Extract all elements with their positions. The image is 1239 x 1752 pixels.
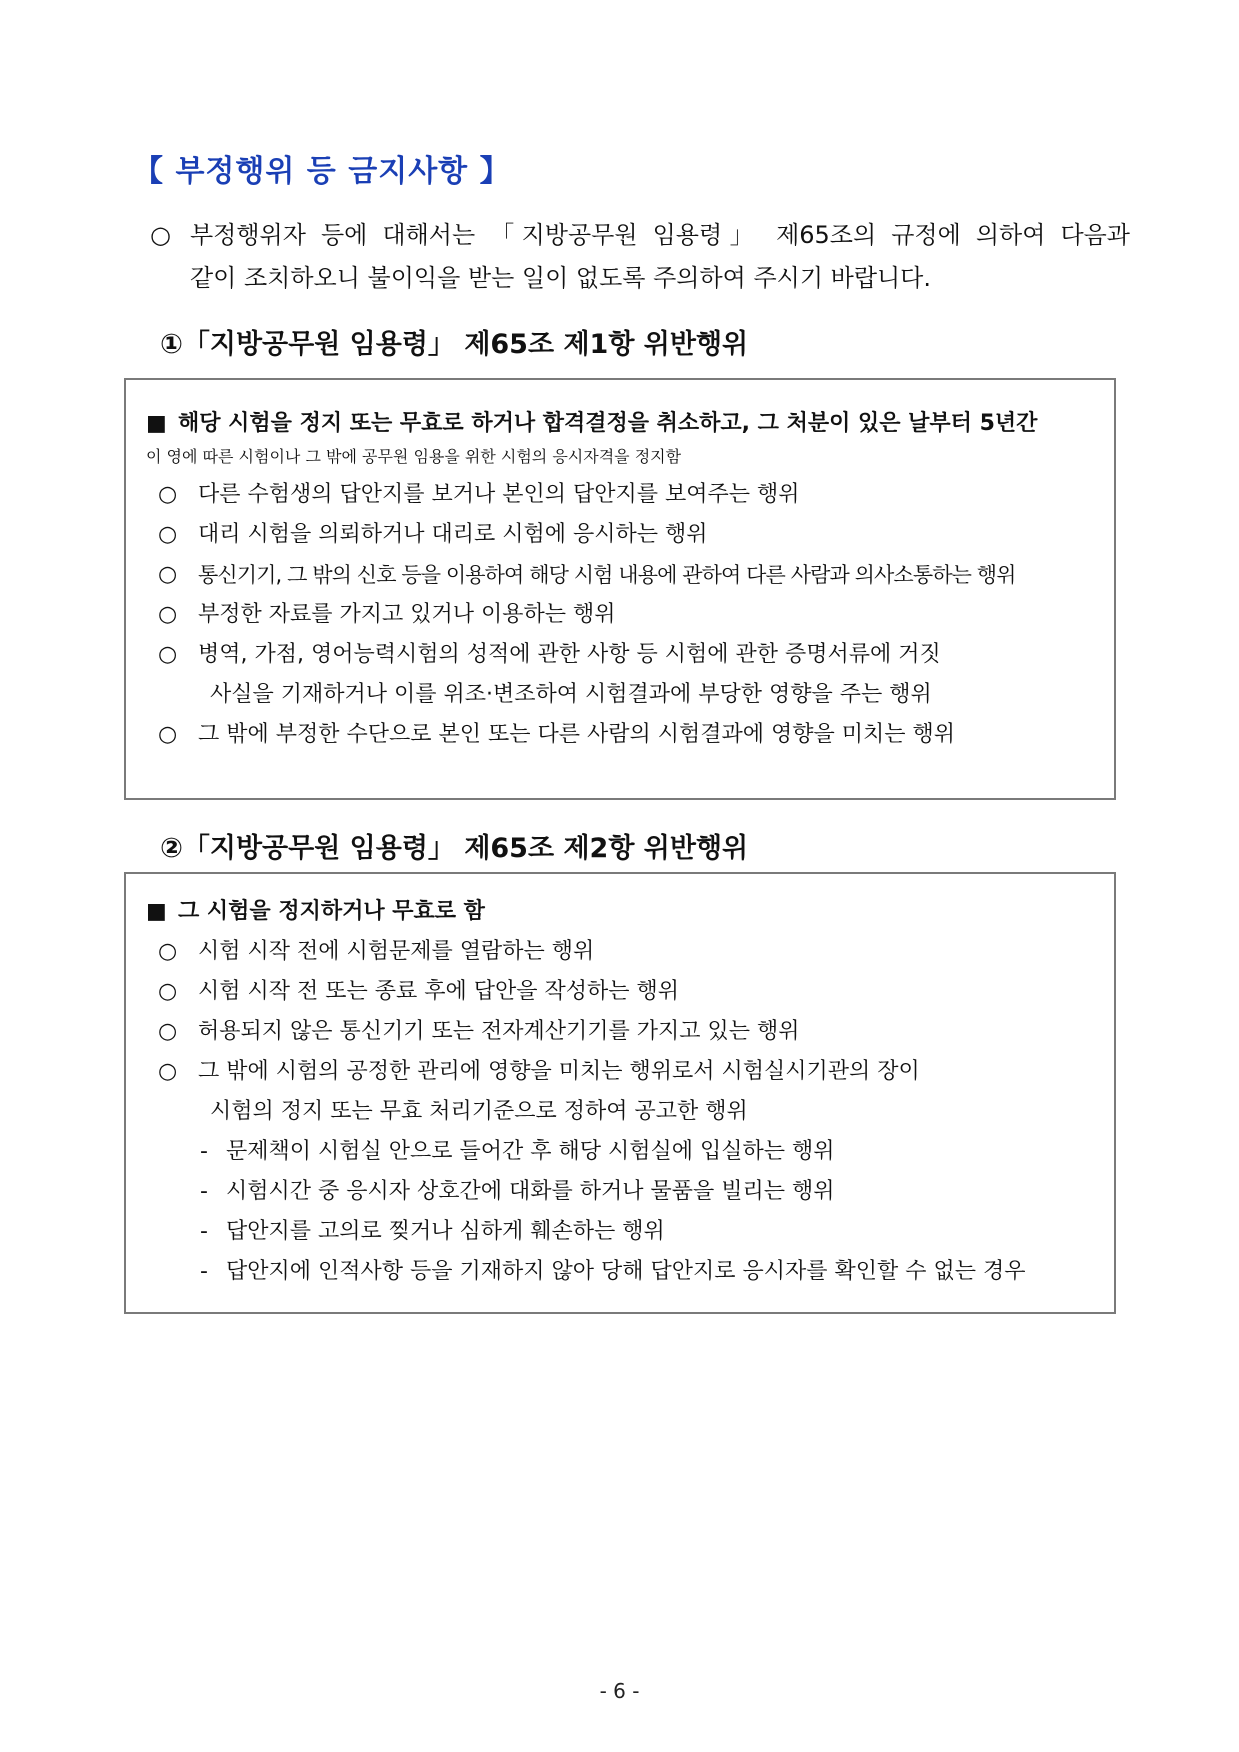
page-title: 【 부정행위 등 금지사항 】 xyxy=(133,154,511,189)
circle-bullet: ○ xyxy=(158,642,178,667)
circle-bullet: ○ xyxy=(158,722,178,747)
intro-line-1: 부정행위자 등에 대해서는 「지방공무원 임용령」 제65조의 규정에 의하여 다음과 xyxy=(190,221,1130,249)
violation-list xyxy=(146,932,1092,1292)
list-item xyxy=(146,635,1092,675)
dash-bullet: - xyxy=(200,1179,208,1204)
section-2-box xyxy=(124,872,1116,1314)
list-item xyxy=(146,1012,1092,1052)
dash-bullet: - xyxy=(200,1139,208,1164)
sub-list-item-text: 시험시간 중 응시자 상호간에 대화를 하거나 물품을 빌리는 행위 xyxy=(226,1179,835,1204)
list-item-text: 시험 시작 전 또는 종료 후에 답안을 작성하는 행위 xyxy=(198,979,679,1004)
circle-bullet: ○ xyxy=(150,221,171,249)
circle-bullet: ○ xyxy=(158,522,178,547)
list-item-text: 다른 수험생의 답안지를 보거나 본인의 답안지를 보여주는 행위 xyxy=(198,482,800,507)
section-2-heading: ②「지방공무원 임용령」 제65조 제2항 위반행위 xyxy=(160,833,749,864)
square-bullet: ■ xyxy=(146,411,167,436)
list-item-text: 대리 시험을 의뢰하거나 대리로 시험에 응시하는 행위 xyxy=(198,522,708,547)
list-item xyxy=(146,555,1092,595)
sub-list-item-text: 답안지에 인적사항 등을 기재하지 않아 당해 답안지로 응시자를 확인할 수 없는 경우 xyxy=(226,1259,1026,1284)
list-item-continuation: 시험의 정지 또는 무효 처리기준으로 정하여 공고한 행위 xyxy=(210,1099,748,1124)
intro-line-2: 같이 조치하오니 불이익을 받는 일이 없도록 주의하여 주시기 바랍니다. xyxy=(190,264,931,292)
list-item xyxy=(146,515,1092,555)
penalty-statement xyxy=(146,892,1092,932)
list-item-continuation: 사실을 기재하거나 이를 위조·변조하여 시험결과에 부당한 영향을 주는 행위 xyxy=(210,682,932,707)
list-item xyxy=(146,972,1092,1012)
list-item-text: 병역, 가점, 영어능력시험의 성적에 관한 사항 등 시험에 관한 증명서류에 거짓 xyxy=(198,642,941,667)
circle-bullet: ○ xyxy=(158,562,178,587)
list-item-text: 그 밖에 시험의 공정한 관리에 영향을 미치는 행위로서 시험실시기관의 장이 xyxy=(198,1059,920,1084)
circle-bullet: ○ xyxy=(158,1059,178,1084)
list-item-text: 그 밖에 부정한 수단으로 본인 또는 다른 사람의 시험결과에 영향을 미치는 행위 xyxy=(198,722,955,747)
circle-bullet: ○ xyxy=(158,979,178,1004)
intro-paragraph xyxy=(150,214,1130,300)
circle-bullet: ○ xyxy=(158,939,178,964)
list-item-text: 허용되지 않은 통신기기 또는 전자계산기기를 가지고 있는 행위 xyxy=(198,1019,800,1044)
dash-bullet: - xyxy=(200,1259,208,1284)
section-1-box xyxy=(124,378,1116,800)
list-item xyxy=(146,715,1092,755)
violation-list xyxy=(146,475,1092,755)
list-item-text: 부정한 자료를 가지고 있거나 이용하는 행위 xyxy=(198,602,616,627)
circle-bullet: ○ xyxy=(158,1019,178,1044)
list-item xyxy=(146,932,1092,972)
penalty-line-2: 이 영에 따른 시험이나 그 밖에 공무원 임용을 위한 시험의 응시자격을 정지함 xyxy=(146,447,682,466)
list-item xyxy=(146,595,1092,635)
penalty-text: 그 시험을 정지하거나 무효로 함 xyxy=(178,899,485,924)
list-item-text: 시험 시작 전에 시험문제를 열람하는 행위 xyxy=(198,939,595,964)
sub-list-item xyxy=(146,1172,1092,1212)
section-1-heading: ①「지방공무원 임용령」 제65조 제1항 위반행위 xyxy=(160,329,749,360)
sub-list-item-text: 답안지를 고의로 찢거나 심하게 훼손하는 행위 xyxy=(226,1219,665,1244)
list-item xyxy=(146,1052,1092,1092)
list-item-text: 통신기기, 그 밖의 신호 등을 이용하여 해당 시험 내용에 관하여 다른 사람과 의사소통하는 행위 xyxy=(198,563,1016,587)
square-bullet: ■ xyxy=(146,899,167,924)
circle-bullet: ○ xyxy=(158,602,178,627)
sub-list-item-text: 문제책이 시험실 안으로 들어간 후 해당 시험실에 입실하는 행위 xyxy=(226,1139,835,1164)
circle-bullet: ○ xyxy=(158,482,178,507)
dash-bullet: - xyxy=(200,1219,208,1244)
sub-list-item xyxy=(146,1132,1092,1172)
sub-list-item xyxy=(146,1252,1092,1292)
page-number: - 6 - xyxy=(599,1679,640,1703)
penalty-statement xyxy=(146,404,1092,444)
penalty-line-1: 해당 시험을 정지 또는 무효로 하거나 합격결정을 취소하고, 그 처분이 있은 날부터 5년간 xyxy=(178,411,1038,436)
list-item xyxy=(146,475,1092,515)
sub-list-item xyxy=(146,1212,1092,1252)
